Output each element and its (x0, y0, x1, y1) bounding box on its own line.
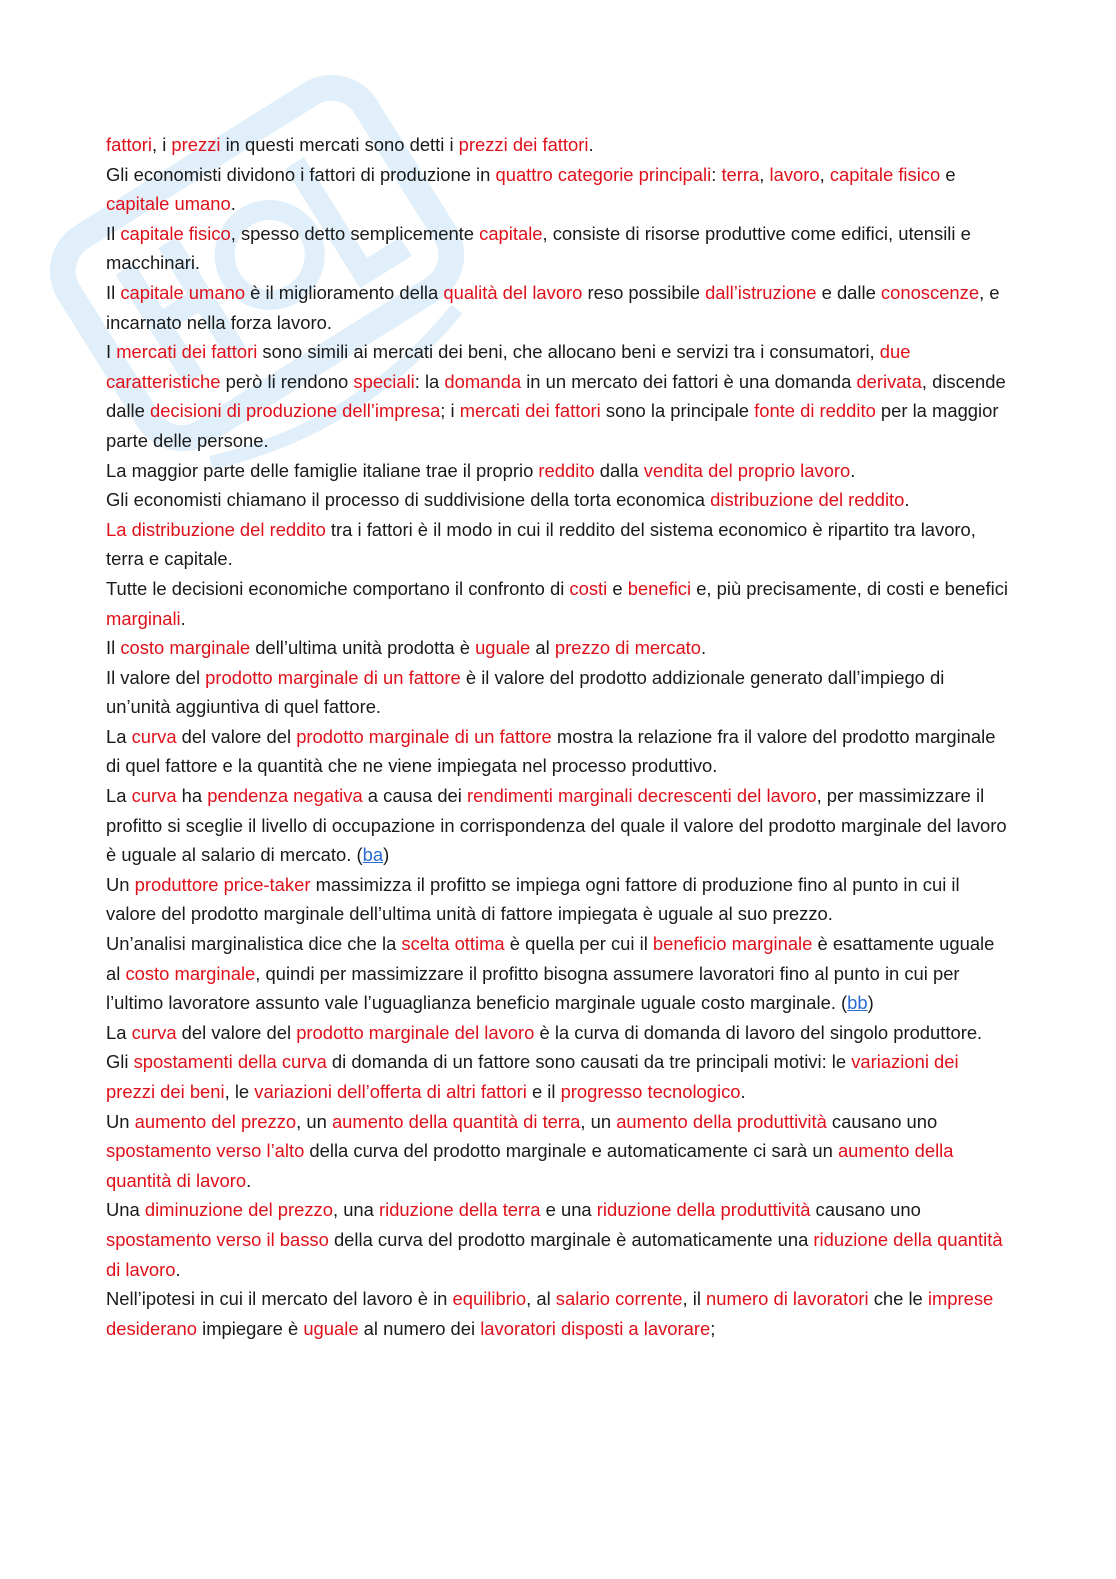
paragraph (106, 1018, 1011, 1048)
document-page (106, 130, 1011, 1343)
text-run: , un (296, 1110, 332, 1132)
text-run: , (819, 163, 830, 185)
text-run: ; i (440, 400, 460, 422)
highlighted-term: fonte di reddito (754, 400, 876, 422)
highlighted-term: beneficio marginale (652, 933, 813, 955)
text-run: e il (526, 1081, 561, 1102)
text-run: in questi mercati sono detti i (220, 134, 459, 155)
text-run: I (106, 341, 117, 363)
highlighted-term: costo marginale (125, 962, 256, 984)
highlighted-term: produttore price-taker (134, 873, 311, 895)
highlighted-term: reddito (538, 459, 595, 481)
paragraph (106, 929, 1011, 1018)
text-run: . (904, 489, 910, 511)
text-run: dalla (594, 459, 644, 481)
text-run: . (230, 193, 236, 215)
highlighted-term: spostamento verso l’alto (106, 1140, 305, 1162)
text-run: . (850, 459, 856, 481)
text-run: . (175, 1258, 181, 1280)
text-run: , consiste di risorse produttive come edifici, utensili e macchinari. (106, 222, 971, 274)
text-run: Un (106, 873, 135, 895)
highlighted-term: mercati dei fattori (116, 341, 258, 363)
text-run: : la (414, 370, 445, 392)
highlighted-term: diminuzione del prezzo (144, 1199, 333, 1221)
highlighted-term: aumento del prezzo (134, 1110, 297, 1132)
text-run: La (106, 1021, 132, 1043)
highlighted-term: scelta ottima (401, 933, 505, 955)
text-run: La (106, 725, 132, 747)
highlighted-term: numero di lavoratori (706, 1288, 869, 1310)
text-run: Gli (106, 1051, 134, 1073)
paragraph (106, 781, 1011, 870)
paragraph (106, 456, 1011, 486)
highlighted-term: speciali (353, 370, 415, 392)
highlighted-term: curva (131, 725, 177, 747)
text-run: , un (580, 1110, 617, 1132)
highlighted-term: variazioni dei prezzi dei beni (106, 1051, 959, 1102)
text-run: Il (106, 222, 121, 244)
highlighted-term: salario corrente (555, 1288, 683, 1310)
highlighted-term: prodotto marginale del lavoro (296, 1021, 535, 1043)
highlighted-term: benefici (627, 577, 692, 599)
text-run: ; (710, 1317, 716, 1339)
highlighted-term: curva (131, 785, 177, 807)
highlighted-term: riduzione della produttività (596, 1199, 811, 1221)
text-run: ) (867, 992, 874, 1014)
text-run: della curva del prodotto marginale è automaticamente una (328, 1228, 814, 1250)
text-run: è esattamente uguale al (106, 933, 995, 984)
text-run: mostra la relazione fra il valore del prodotto marginale di quel fattore e la quantità che ne viene impiegata nel processo produttivo. (106, 725, 996, 777)
highlighted-term: capitale (479, 222, 543, 244)
text-run: Il (106, 281, 121, 303)
text-run: e (940, 163, 956, 185)
highlighted-term: progresso tecnologico (560, 1081, 741, 1102)
text-run: sono la principale (600, 400, 755, 422)
highlighted-term: uguale (303, 1317, 359, 1339)
highlighted-term: equilibrio (452, 1288, 527, 1310)
highlighted-term: prezzi (171, 134, 221, 155)
text-run: causano uno (810, 1199, 921, 1221)
text-run: tra i fattori è il modo in cui il reddito del sistema economico è ripartito tra lavoro, terra e capitale. (106, 518, 976, 570)
paragraph (106, 1047, 1011, 1106)
text-run: Gli economisti chiamano il processo di suddivisione della torta economica (106, 489, 711, 511)
paragraph (106, 160, 1011, 219)
paragraph (106, 722, 1011, 781)
highlighted-term: domanda (444, 370, 522, 392)
highlighted-term: qualità del lavoro (443, 281, 583, 303)
text-run: della curva del prodotto marginale e automaticamente ci sarà un (304, 1140, 838, 1162)
text-run: , il (682, 1288, 707, 1310)
text-run: , spesso detto semplicemente (230, 222, 480, 244)
highlighted-term: riduzione della terra (378, 1199, 541, 1221)
text-run: . (740, 1081, 746, 1102)
text-run: di domanda di un fattore sono causati da tre principali motivi: le (326, 1051, 852, 1073)
highlighted-term: mercati dei fattori (459, 400, 601, 422)
highlighted-term: prezzo di mercato (554, 637, 702, 659)
text-run: Tutte le decisioni economiche comportano il confronto di (106, 577, 570, 599)
highlighted-term: imprese desiderano (106, 1288, 994, 1339)
paragraph (106, 1107, 1011, 1196)
highlighted-term: variazioni dell’offerta di altri fattori (254, 1081, 527, 1102)
paragraph (106, 515, 1011, 574)
text-run: al numero dei (358, 1317, 481, 1339)
paragraph (106, 663, 1011, 722)
text-run: del valore del (176, 725, 297, 747)
highlighted-term: conoscenze (880, 281, 980, 303)
paragraph (106, 1284, 1011, 1343)
text-run: dell’ultima unità prodotta è (250, 637, 476, 659)
highlighted-term: aumento della quantità di terra (331, 1110, 581, 1132)
text-run: Gli economisti dividono i fattori di produzione in (106, 163, 496, 185)
highlighted-term: capitale fisico (120, 222, 231, 244)
highlighted-term: fattori (106, 134, 152, 155)
highlighted-term: marginali (106, 607, 181, 629)
text-run: , le (224, 1081, 255, 1102)
text-run: e dalle (816, 281, 881, 303)
highlighted-term: curva (131, 1021, 177, 1043)
highlighted-term: lavoratori disposti a lavorare (480, 1317, 711, 1339)
text-run: Il valore del (106, 666, 206, 688)
highlighted-term: prezzi dei fattori (458, 134, 589, 155)
text-run: sono simili ai mercati dei beni, che allocano beni e servizi tra i consumatori, (257, 341, 880, 363)
highlighted-term: distribuzione del reddito (710, 489, 905, 511)
text-run: , per massimizzare il profitto si sceglie il livello di occupazione in corrispondenza del quale il valore del prodotto marginale del lavoro è uguale al salario di mercato. ( (106, 785, 1007, 866)
highlighted-term: aumento della quantità di lavoro (106, 1140, 954, 1191)
highlighted-term: dall’istruzione (705, 281, 817, 303)
highlighted-term: pendenza negativa (207, 785, 363, 807)
highlighted-term: spostamenti della curva (133, 1051, 327, 1073)
highlighted-term: lavoro (769, 163, 820, 185)
text-run: Il (106, 637, 121, 659)
text-run: è il miglioramento della (245, 281, 444, 303)
highlighted-term: rendimenti marginali decrescenti del lavoro (466, 785, 817, 807)
text-run: è quella per cui il (504, 933, 653, 955)
text-run: , al (526, 1288, 556, 1310)
text-run: , una (332, 1199, 379, 1221)
paragraph (106, 870, 1011, 929)
text-run: ha (176, 785, 208, 807)
highlighted-term: aumento della produttività (616, 1110, 827, 1132)
text-run: reso possibile (582, 281, 706, 303)
highlighted-term: costi (569, 577, 608, 599)
text-run: Nell’ipotesi in cui il mercato del lavoro è in (106, 1288, 453, 1310)
highlighted-term: derivata (856, 370, 922, 392)
highlighted-term: capitale fisico (829, 163, 941, 185)
paragraph (106, 219, 1011, 278)
text-run: però li rendono (220, 370, 354, 392)
paragraph (106, 633, 1011, 663)
text-run: è la curva di domanda di lavoro del singolo produttore. (534, 1021, 983, 1043)
text-run: La maggior parte delle famiglie italiane trae il proprio (106, 459, 539, 481)
text-run: che le (868, 1288, 928, 1310)
text-run: in un mercato dei fattori è una domanda (521, 370, 857, 392)
highlighted-term: costo marginale (120, 637, 251, 659)
paragraph (106, 485, 1011, 515)
highlighted-term: due caratteristiche (106, 341, 911, 392)
text-run: e (607, 577, 628, 599)
highlighted-term: decisioni di produzione dell’impresa (149, 400, 441, 422)
highlighted-term: spostamento verso il basso (106, 1228, 329, 1250)
text-run: . (180, 607, 186, 629)
text-run: del valore del (176, 1021, 297, 1043)
highlighted-term: capitale umano (120, 281, 246, 303)
text-run: . (246, 1169, 252, 1191)
text-run: al (530, 637, 555, 659)
paragraph (106, 130, 1011, 160)
text-run: a causa dei (362, 785, 467, 807)
highlighted-term: prodotto marginale di un fattore (296, 725, 552, 747)
text-run: , i (152, 134, 172, 155)
highlighted-term: uguale (475, 637, 531, 659)
highlighted-term: riduzione della quantità di lavoro (106, 1228, 1003, 1280)
text-run: Un (106, 1110, 135, 1132)
highlighted-term: terra (721, 163, 760, 185)
text-run: impiegare è (197, 1317, 304, 1339)
text-run: per la maggior parte delle persone. (106, 400, 999, 451)
text-run: ) (383, 844, 390, 866)
text-run: Un’analisi marginalistica dice che la (106, 933, 402, 955)
text-run: Una (106, 1199, 145, 1221)
highlighted-term: capitale umano (106, 193, 231, 215)
text-run: e, più precisamente, di costi e benefici (691, 577, 1008, 599)
text-run: , e incarnato nella forza lavoro. (106, 281, 1000, 333)
text-run: , discende dalle (106, 370, 1006, 422)
text-run: La (106, 785, 132, 807)
paragraph (106, 1195, 1011, 1284)
text-run: . (588, 134, 594, 155)
text-run: causano uno (826, 1110, 938, 1132)
footnote-link[interactable]: bb (847, 992, 868, 1014)
text-run: , (759, 163, 770, 185)
footnote-link[interactable]: ba (362, 844, 384, 866)
highlighted-term: quattro categorie principali (495, 163, 712, 185)
highlighted-term: vendita del proprio lavoro (643, 459, 851, 481)
highlighted-term: prodotto marginale di un fattore (205, 666, 461, 688)
text-run: massimizza il profitto se impiega ogni fattore di produzione fino al punto in cui il valore del prodotto marginale dell’ultima unità di fattore impiegata è uguale al suo prezzo. (106, 873, 960, 925)
text-run: è il valore del prodotto addizionale generato dall’impiego di un’unità aggiuntiva di quel fattore. (106, 666, 945, 718)
paragraph (106, 337, 1011, 455)
highlighted-term: La distribuzione del reddito (106, 518, 326, 540)
text-run: , quindi per massimizzare il profitto bisogna assumere lavoratori fino al punto in cui per l’ultimo lavoratore assunto vale l’uguaglianza beneficio marginale uguale costo marginale. ( (106, 962, 960, 1014)
text-run: e una (540, 1199, 597, 1221)
paragraph (106, 278, 1011, 337)
paragraph (106, 574, 1011, 633)
text-run: . (701, 637, 707, 659)
text-run: : (711, 163, 722, 185)
